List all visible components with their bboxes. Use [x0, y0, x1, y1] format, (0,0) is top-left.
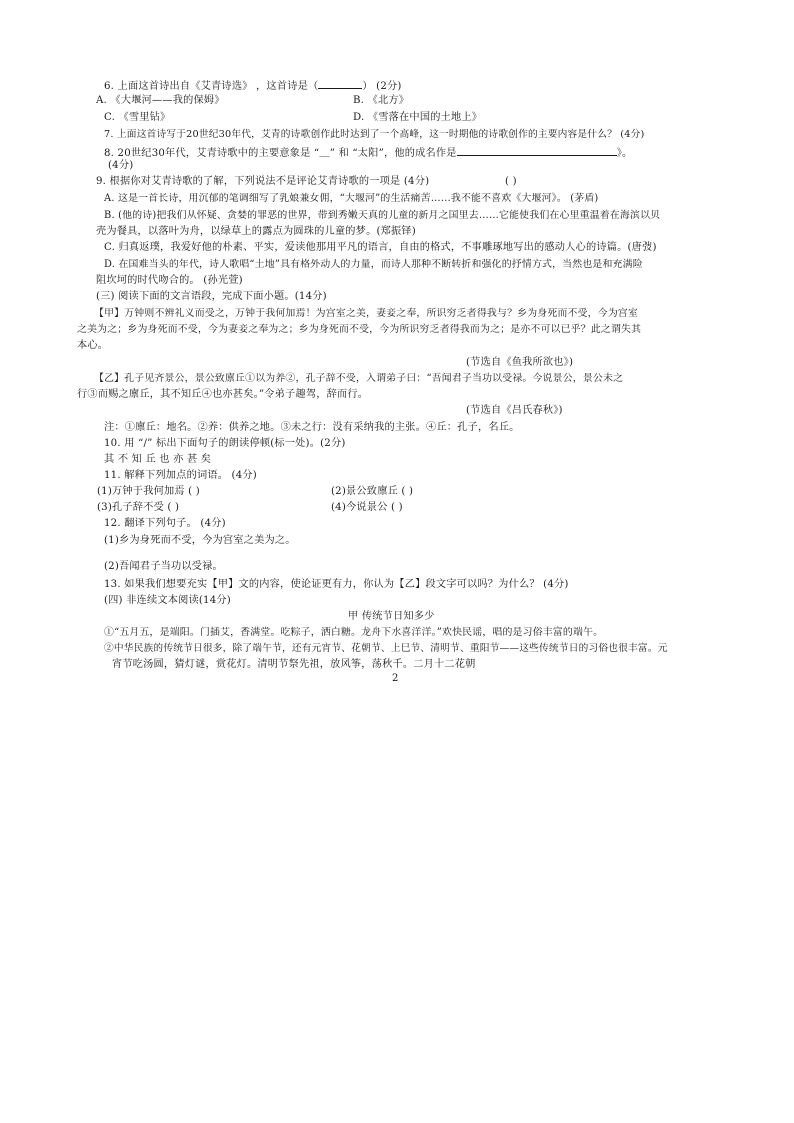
q10-stem: 10. 用 “/” 标出下面句子的朗读停顿(标一处)。(2分) [104, 438, 346, 449]
q6-stem: 6. 上面这首诗出自《艾青诗选》 ，这首诗是（ ） (2分) [104, 77, 402, 94]
q11-item-3: (3)孔子辞不受 ( ) [97, 502, 180, 513]
q6-option-d: D. 《雪落在中国的土地上》 [353, 112, 483, 123]
answer-blank [457, 144, 617, 156]
q11-item-2: (2)景公致廪丘 ( ) [331, 486, 414, 497]
q6-option-c: C. 《雪里钻》 [104, 112, 171, 123]
passage-jia-source: (节选自《鱼我所欲也》) [466, 357, 574, 368]
q11-item-1: (1)万钟于我何加焉 ( ) [97, 486, 200, 497]
q9-stem: 9. 根据你对艾青诗歌的了解，下列说法不是评论艾青诗歌的一项是 (4分) [96, 176, 430, 187]
q8-score: (4分) [108, 160, 134, 171]
passage-yi-line-1: 【乙】孔子见齐景公，景公致廪丘①以为养②，孔子辞不受，入谓弟子曰：“吾闻君子当功以受禄。今说景公，景公未之 [94, 373, 624, 384]
text-jia-title: 甲 传统节日知多少 [348, 611, 435, 622]
q8-stem: 8. 20世纪30年代，艾青诗歌中的主要意象是 “＿” 和 “太阳”，他的成名作是 》。 [104, 144, 632, 161]
q7-stem: 7. 上面这首诗写于20世纪30年代，艾青的诗歌创作此时达到了一个高峰，这一时期他的诗歌创作的主要内容是什么？ (4分) [104, 129, 645, 140]
text-jia-para-2: ②中华民族的传统节日很多，除了端午节，还有元宵节、花朝节、上巳节、清明节、重阳节——这些传统节日的习俗也很丰富。元 [104, 643, 668, 654]
q11-item-4: (4)今说景公 ( ) [331, 502, 403, 513]
q6-option-a: A. 《大堰河——我的保姆》 [96, 95, 225, 106]
passage-yi-source: (节选自《吕氏春秋》) [466, 405, 563, 416]
text-jia-para-1: ①“五月五，是端阳。门插艾，香满堂。吃粽子，洒白糖。龙舟下水喜洋洋。”欢快民谣，唱的是习俗丰富的端午。 [104, 627, 604, 638]
q11-stem: 11. 解释下列加点的词语。 (4分) [104, 470, 257, 481]
section-3-heading: (三) 阅读下面的文言语段，完成下面小题。(14分) [96, 291, 327, 302]
q13-stem: 13. 如果我们想要充实【甲】文的内容，使论证更有力，你认为【乙】段文字可以吗？为什么？ (4分) [104, 579, 569, 590]
q6-option-b: B. 《北方》 [353, 95, 410, 106]
q12-sentence-1: (1)乡为身死而不受，今为宫室之美为之。 [104, 535, 296, 546]
q10-sentence: 其 不 知 丘 也 亦 甚 矣 [104, 454, 212, 465]
q9-option-a: A. 这是一首长诗，用沉郁的笔调细写了乳娘兼女佣，“大堰河”的生活痛苦……我不能不喜欢《大堰河》。 (茅盾) [104, 193, 599, 204]
passage-yi-notes: 注：①廪丘：地名。②养：供养之地。③未之行：没有采纳我的主张。④丘：孔子，名丘。 [104, 422, 520, 433]
q9-option-c: C. 归真返璞，我爱好他的朴素、平实，爱读他那用平凡的语言，自由的格式，不事雕琢地写出的感动人心的诗篇。(唐弢) [104, 242, 657, 253]
q9-option-b-cont: 壳为餐具，以落叶为舟，以绿草上的露点为圆珠的儿童的梦。(郑振铎) [96, 226, 416, 237]
q9-option-b: B. (他的诗)把我们从怀疑、贪婪的罪恶的世界，带到秀嫩天真的儿童的新月之国里去……它能使我们在心里重温着在海滨以贝 [104, 210, 661, 221]
passage-yi-line-2: 行③而赐之廪丘，其不知丘④也亦甚矣。”令弟子趣驾，辞而行。 [77, 389, 369, 400]
passage-jia-line-1: 【甲】万钟则不辨礼义而受之，万钟于我何加焉！为宫室之美，妻妾之奉，所识穷乏者得我与？乡为身死而不受，今为宫室 [94, 308, 639, 319]
answer-blank [318, 77, 362, 89]
q9-option-d-cont: 阻坎坷的时代吻合的。 (孙光萱) [96, 275, 243, 286]
section-4-heading: (四) 非连续文本阅读(14分) [104, 595, 231, 606]
q9-answer-paren: ( ) [505, 176, 517, 187]
text-jia-para-2-cont: 宵节吃汤圆，猜灯谜，赏花灯。清明节祭先祖，放风筝，荡秋千。二月十二花朝 [112, 659, 476, 670]
q9-option-d: D. 在国难当头的年代，诗人歌唱“土地”具有格外动人的力量，而诗人那种不断转折和强化的抒情方式，当然也是和充满险 [104, 259, 643, 270]
page-number: 2 [392, 673, 399, 684]
passage-jia-line-2: 之美为之；乡为身死而不受，今为妻妾之奉为之；乡为身死而不受，今为所识穷乏者得我而为之；是亦不可以已乎？此之谓失其 [77, 324, 642, 335]
passage-jia-line-3: 本心。 [77, 340, 109, 351]
q12-sentence-2: (2)吾闻君子当功以受禄。 [104, 561, 223, 572]
q12-stem: 12. 翻译下列句子。 (4分) [104, 518, 226, 529]
